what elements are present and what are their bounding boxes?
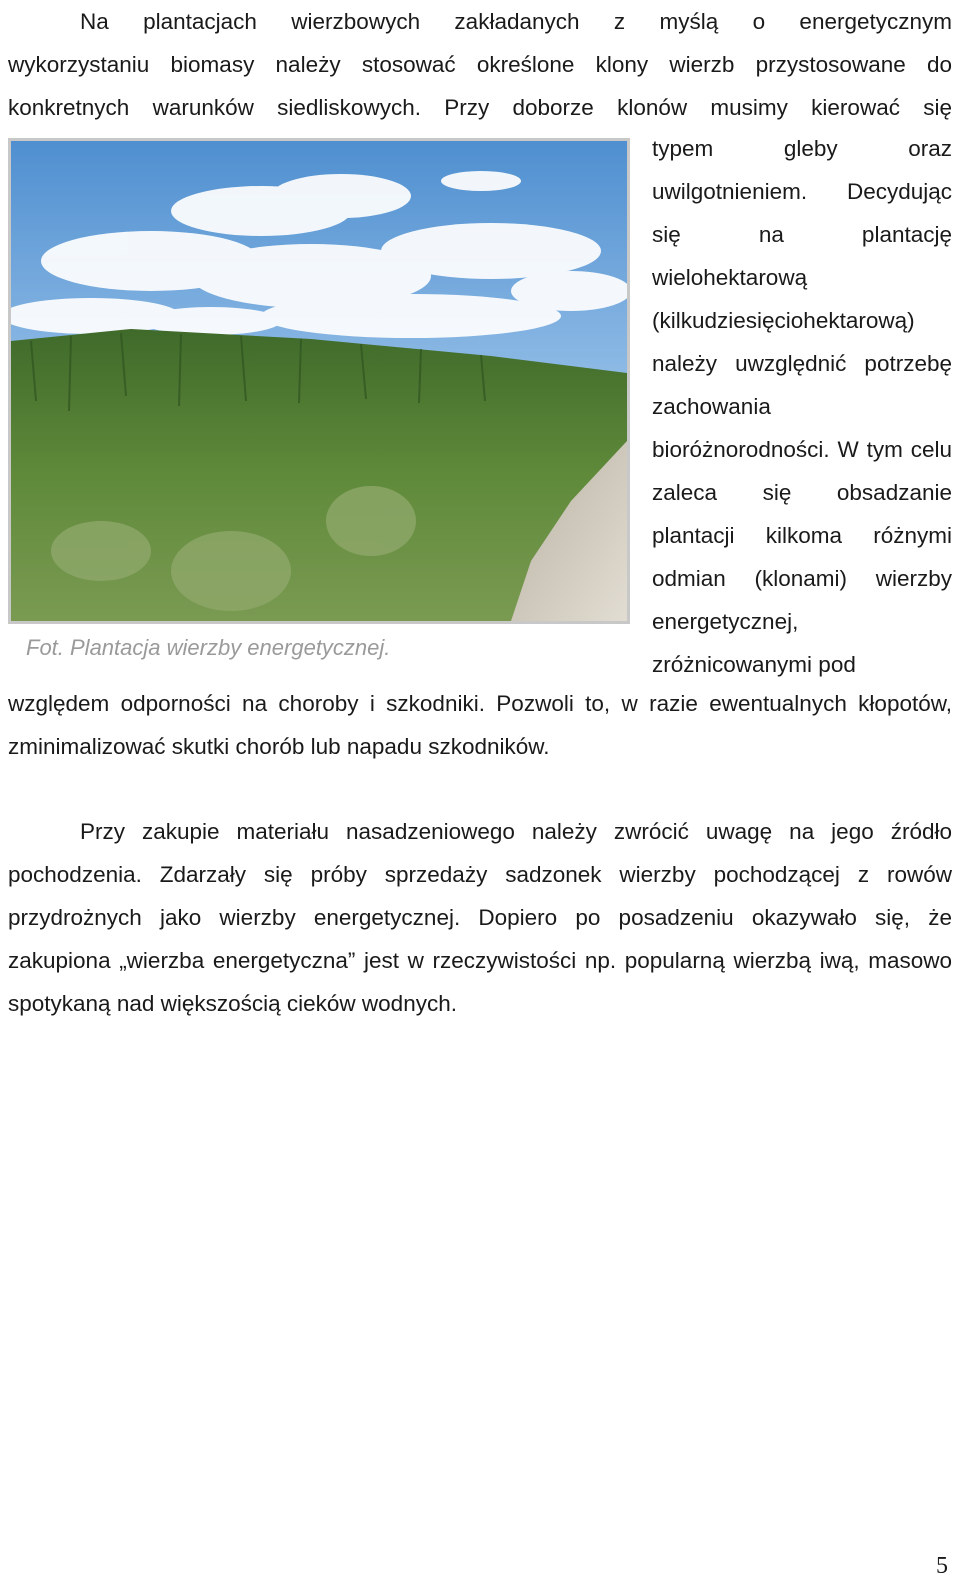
paragraph-1-line-1: Na plantacjach wierzbowych zakładanych z myślą o energetycznym xyxy=(80,9,952,34)
willow-plantation-photo xyxy=(8,138,630,624)
page-number: 5 xyxy=(936,1553,948,1579)
paragraph-1-intro xyxy=(8,0,952,43)
paragraph-2: Przy zakupie materiału nasadzeniowego należy zwrócić uwagę na jego źródło pochodzenia. Zdarzały się próby sprzedaży sadzonek wierzby pochodzącej z rowów przydrożnych jako wierzby energetycznej. Dopiero po posadzeniu okazywało się, że zakupiona „wierzba energetyczna” jest w rzeczywistości np. popularną wierzbą iwą, masowo spotykaną nad większością cieków wodnych. xyxy=(8,819,952,1016)
paragraph-1-line-3-block xyxy=(8,86,952,129)
paragraph-1-line-2-block xyxy=(8,43,952,86)
photo-caption: Fot. Plantacja wierzby energetycznej. xyxy=(26,635,391,660)
photo-figure xyxy=(8,138,630,662)
paragraph-1-wrapped: typem gleby oraz uwilgotnieniem. Decydując się na plantację wielohektarową (kilkudziesięciohektarową) należy uwzględnić potrzebę zachowania bioróżnorodności. W tym celu zaleca się obsadzanie plantacji kilkoma różnymi odmian (klonami) wierzby energetycznej, zróżnicowanymi pod xyxy=(652,136,952,677)
paragraph-1-continuation: względem odporności na choroby i szkodniki. Pozwoli to, w razie ewentualnych kłopotów, zminimalizować skutki chorób lub napadu szkodników. xyxy=(8,691,952,759)
document-page xyxy=(8,0,952,1025)
paragraph-1-line-2: wykorzystaniu biomasy należy stosować określone klony wierzb przystosowane do xyxy=(8,52,952,77)
paragraph-1-line-3: konkretnych warunków siedliskowych. Przy doborze klonów musimy kierować się xyxy=(8,95,952,120)
